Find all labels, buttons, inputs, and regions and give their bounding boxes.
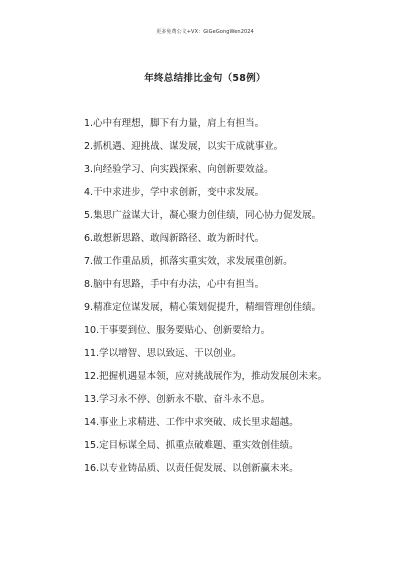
list-item: 9.精准定位谋发展，精心策划促提升，精细管理创佳绩。 xyxy=(84,302,322,313)
document-title: 年终总结排比金句（58例） xyxy=(144,73,266,84)
sentence-list xyxy=(72,116,364,484)
header-note: 更多免费公文+VX：GiGeGongWen2024 xyxy=(156,29,254,35)
list-item: 10.干事要到位、服务要贴心、创新要给力。 xyxy=(84,325,271,336)
list-item: 1.心中有理想，脚下有力量，肩上有担当。 xyxy=(84,118,265,129)
list-item: 14.事业上求精进、工作中求突破、成长里求超越。 xyxy=(84,417,299,428)
list-item: 16.以专业铸品质、以责任促发展、以创新赢未来。 xyxy=(84,463,299,474)
list-item: 8.脑中有思路，手中有办法，心中有担当。 xyxy=(84,279,265,290)
list-item: 11.学以增智、思以致远、干以创业。 xyxy=(84,348,242,359)
list-item: 15.定目标谋全局、抓重点破难题、重实效创佳绩。 xyxy=(84,440,299,451)
list-item: 7.做工作重品质，抓落实重实效，求发展重创新。 xyxy=(84,256,293,267)
list-item: 4.干中求进步，学中求创新，变中求发展。 xyxy=(84,187,265,198)
list-item: 2.抓机遇、迎挑战、谋发展，以实干成就事业。 xyxy=(84,141,284,152)
list-item: 5.集思广益谋大计，凝心聚力创佳绩，同心协力促发展。 xyxy=(84,210,322,221)
list-item: 6.敢想新思路、敢闯新路径、敢为新时代。 xyxy=(84,233,265,244)
list-item: 3.向经验学习、向实践探索、向创新要效益。 xyxy=(84,164,274,175)
list-item: 12.把握机遇显本领，应对挑战展作为，推动发展创未来。 xyxy=(84,371,328,382)
list-item: 13.学习永不停、创新永不歇、奋斗永不息。 xyxy=(84,394,271,405)
